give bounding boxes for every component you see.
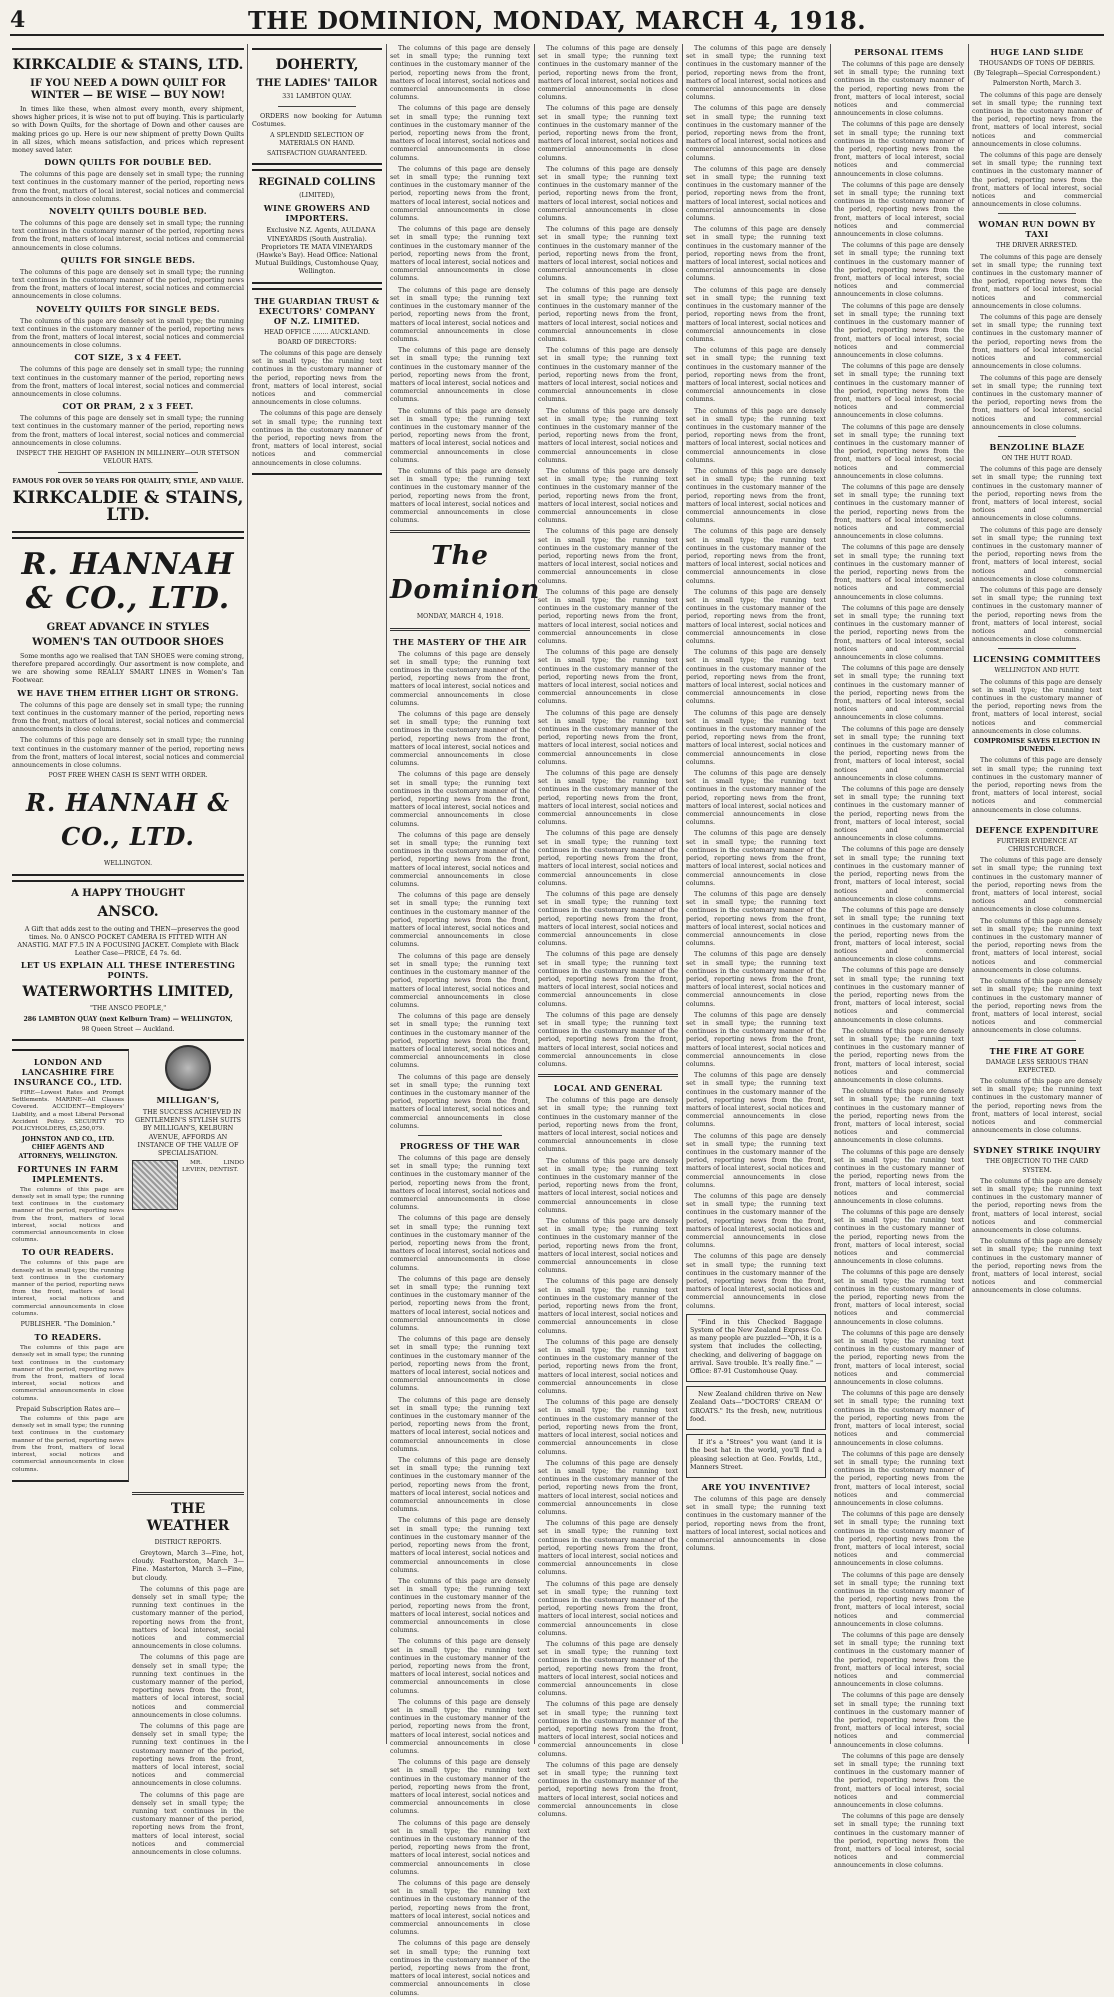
body-text: The columns of this page are densely set in small type; the running text continues in the customary manner of the period, reporting news from the front, matters of local interest, social notices and commercial announcements in close columns. — [12, 170, 244, 203]
headline: BENZOLINE BLAZE — [989, 441, 1085, 452]
body-text: The columns of this page are densely set in small type; the running text continues in the customary manner of the period, reporting news from the front, matters of local interest, social notices and commercial announcements in close columns. — [538, 1700, 678, 1758]
body-text: The columns of this page are densely set in small type; the running text continues in the customary manner of the period, reporting news from the front, matters of local interest, social notices and commercial announcements in close columns. — [538, 1096, 678, 1154]
section-heading: QUILTS FOR SINGLE BEDS. — [60, 254, 196, 265]
personal-items-column — [834, 44, 964, 1870]
body-text: The columns of this page are densely set in small type; the running text continues in the customary manner of the period, reporting news from the front, matters of local interest, social notices and commercial announcements in close columns. — [686, 104, 826, 162]
weather-subtitle: DISTRICT REPORTS. — [154, 1538, 222, 1546]
body-text: The columns of this page are densely set in small type; the running text continues in the customary manner of the period, reporting news from the front, matters of local interest, social notices and commercial announcements in close columns. — [834, 785, 964, 843]
reginald-title: REGINALD COLLINS — [258, 177, 376, 189]
body-text: The columns of this page are densely set in small type; the running text continues in the customary manner of the period, reporting news from the front, matters of local interest, social notices and commercial announcements in close columns. — [132, 1721, 244, 1788]
body-text: The columns of this page are densely set in small type; the running text continues in the customary manner of the period, reporting news from the front, matters of local interest, social notices and commercial announcements in close columns. — [132, 1790, 244, 1857]
body-text: The columns of this page are densely set in small type; the running text continues in the customary manner of the period, reporting news from the front, matters of local interest, social notices and commercial announcements in close columns. — [390, 770, 530, 828]
byline: (By Telegraph—Special Correspondent.) — [973, 70, 1101, 78]
doherty-line: A SPLENDID SELECTION OF MATERIALS ON HAND. — [270, 131, 364, 147]
dominion-date: MONDAY, MARCH 4, 1918. — [416, 613, 504, 621]
body-text: The columns of this page are densely set in small type; the running text continues in the customary manner of the period, reporting news from the front, matters of local interest, social notices and commercial announcements in close columns. — [972, 856, 1102, 914]
body-text: The columns of this page are densely set in small type; the running text continues in the customary manner of the period, reporting news from the front, matters of local interest, social notices and commercial announcements in close columns. — [538, 527, 678, 585]
guardian-board: BOARD OF DIRECTORS: — [277, 338, 357, 346]
ansco-body: A Gift that adds zest to the outing and THEN—preserves the good times. No. 0 ANSCO POCKET CAMERA IS FITTED WITH AN ANASTIG. MAT F7.5 IN A FOCUSING JACKET. Complete with Black Leather Case—PRICE, £4 7s. 6d. — [17, 924, 240, 958]
body-text: The columns of this page are densely set in small type; the running text continues in the customary manner of the period, reporting news from the front, matters of local interest, social notices and commercial announcements in close columns. — [390, 225, 530, 283]
doherty-address: 331 LAMBTON QUAY. — [282, 93, 352, 100]
body-text: The columns of this page are densely set in small type; the running text continues in the customary manner of the period, reporting news from the front, matters of local interest, social notices and commercial announcements in close columns. — [390, 1758, 530, 1816]
column-rule — [386, 44, 387, 1744]
body-text: The columns of this page are densely set in small type; the running text continues in the customary manner of the period, reporting news from the front, matters of local interest, social notices and commercial announcements in close columns. — [390, 649, 530, 707]
hannah-advert — [12, 537, 244, 876]
kirkcaldie-advert — [12, 48, 244, 533]
headline: LICENSING COMMITTEES — [973, 654, 1101, 665]
masthead — [10, 4, 1104, 36]
body-text: The columns of this page are densely set in small type; the running text continues in the customary manner of the period, reporting news from the front, matters of local interest, social notices and commercial announcements in close columns. — [834, 966, 964, 1024]
body-text: The columns of this page are densely set in small type; the running text continues in the customary manner of the period, reporting news from the front, matters of local interest, social notices and commercial announcements in close columns. — [12, 1186, 124, 1244]
body-text: The columns of this page are densely set in small type; the running text continues in the customary manner of the period, reporting news from the front, matters of local interest, social notices and commercial announcements in close columns. — [834, 1570, 964, 1628]
body-text: The columns of this page are densely set in small type; the running text continues in the customary manner of the period, reporting news from the front, matters of local interest, social notices and commercial announcements in close columns. — [538, 1579, 678, 1637]
body-text: The columns of this page are densely set in small type; the running text continues in the customary manner of the period, reporting news from the front, matters of local interest, social notices and commercial announcements in close columns. — [686, 769, 826, 827]
body-text: The columns of this page are densely set in small type; the running text continues in the customary manner of the period, reporting news from the front, matters of local interest, social notices and commercial announcements in close columns. — [538, 950, 678, 1008]
dentist-portrait-icon — [132, 1160, 178, 1210]
subheadline: DAMAGE LESS SERIOUS THAN EXPECTED. — [985, 1058, 1089, 1074]
milligan-advert — [132, 1045, 244, 1856]
section-heading: COT SIZE, 3 x 4 FEET. — [74, 352, 182, 363]
body-text: The columns of this page are densely set in small type; the running text continues in the customary manner of the period, reporting news from the front, matters of local interest, social notices and commercial announcements in close columns. — [132, 1653, 244, 1719]
body-text: The columns of this page are densely set in small type; the running text continues in the customary manner of the period, reporting news from the front, matters of local interest, social notices and commercial announcements in close columns. — [686, 406, 826, 464]
body-text: The columns of this page are densely set in small type; the running text continues in the customary manner of the period, reporting news from the front, matters of local interest, social notices and commercial announcements in close columns. — [390, 285, 530, 343]
body-text: The columns of this page are densely set in small type; the running text continues in the customary manner of the period, reporting news from the front, matters of local interest, social notices and commercial announcements in close columns. — [686, 1192, 826, 1250]
body-text: The columns of this page are densely set in small type; the running text continues in the customary manner of the period, reporting news from the front, matters of local interest, social notices and commercial announcements in close columns. — [390, 830, 530, 889]
body-text: The columns of this page are densely set in small type; the running text continues in the customary manner of the period, reporting news from the front, matters of local interest, social notices and commercial announcements in close columns. — [834, 543, 964, 601]
column-rule — [682, 44, 683, 1744]
body-text: The columns of this page are densely set in small type; the running text continues in the customary manner of the period, reporting news from the front, matters of local interest, social notices and commercial announcements in close columns. — [390, 1153, 530, 1212]
reginald-advert — [252, 169, 382, 283]
body-text: The columns of this page are densely set in small type; the running text continues in the customary manner of the period, reporting news from the front, matters of local interest, social notices and commercial announcements in close columns. — [390, 44, 530, 102]
body-text: The columns of this page are densely set in small type; the running text continues in the customary manner of the period, reporting news from the front, matters of local interest, social notices and commercial announcements in close columns. — [538, 1458, 678, 1516]
body-text: The columns of this page are densely set in small type; the running text continues in the customary manner of the period, reporting news from the front, matters of local interest, social notices and commercial announcements in close columns. — [390, 1274, 530, 1333]
fowlds-advert — [686, 1434, 826, 1478]
advert-column — [252, 44, 382, 1744]
body-text: The columns of this page are densely set in small type; the running text continues in the customary manner of the period, reporting news from the front, matters of local interest, social notices and commercial announcements in close columns. — [972, 90, 1102, 148]
body-text: The columns of this page are densely set in small type; the running text continues in the customary manner of the period, reporting news from the front, matters of local interest, social notices and commercial announcements in close columns. — [538, 829, 678, 887]
fortunes-title: FORTUNES IN FARM IMPLEMENTS. — [17, 1163, 119, 1184]
kirkcaldie-logo: KIRKCALDIE & STAINS, LTD. — [12, 487, 244, 525]
hannah-logo: R. HANNAH & CO., LTD. — [25, 788, 231, 852]
page-number: 4 — [10, 7, 26, 33]
body-text: The columns of this page are densely set in small type; the running text continues in the customary manner of the period, reporting news from the front, matters of local interest, social notices and commercial announcements in close columns. — [686, 587, 826, 646]
body-text: The columns of this page are densely set in small type; the running text continues in the customary manner of the period, reporting news from the front, matters of local interest, social notices and commercial announcements in close columns. — [390, 891, 530, 949]
body-text: The columns of this page are densely set in small type; the running text continues in the customary manner of the period, reporting news from the front, matters of local interest, social notices and commercial announcements in close columns. — [538, 1760, 678, 1819]
news-column — [686, 44, 826, 1744]
kirkcaldie-body: In times like these, when almost every month, every shipment, shows higher prices, it is wise not to put off buying. This is particularly so with Down Quilts, for the shortage of Down and other causes are making prices go up. Here is our new shipment of pretty Down Quilts in all sizes, which means satisfaction, and prices which represent money saved later. — [12, 105, 244, 155]
column-rule — [534, 44, 535, 1744]
body-text: The columns of this page are densely set in small type; the running text continues in the customary manner of the period, reporting news from the front, matters of local interest, social notices and commercial announcements in close columns. — [132, 1584, 244, 1651]
body-text: The columns of this page are densely set in small type; the running text continues in the customary manner of the period, reporting news from the front, matters of local interest, social notices and commercial announcements in close columns. — [834, 301, 964, 359]
section-heading: NOVELTY QUILTS FOR SINGLE BEDS. — [36, 303, 220, 314]
body-text: The columns of this page are densely set in small type; the running text continues in the customary manner of the period, reporting news from the front, matters of local interest, social notices and commercial announcements in close columns. — [834, 1328, 964, 1387]
rates-title: Prepaid Subscription Rates are— — [15, 1405, 121, 1413]
section-heading: DOWN QUILTS FOR DOUBLE BED. — [44, 157, 212, 168]
body-text: The columns of this page are densely set in small type; the running text continues in the customary manner of the period, reporting news from the front, matters of local interest, social notices and commercial announcements in close columns. — [538, 466, 678, 525]
guardian-advert — [252, 288, 382, 475]
body-text: The columns of this page are densely set in small type; the running text continues in the customary manner of the period, reporting news from the front, matters of local interest, social notices and commercial announcements in close columns. — [834, 905, 964, 964]
weather-title: THE WEATHER — [146, 1500, 230, 1534]
body-text: The columns of this page are densely set in small type; the running text continues in the customary manner of the period, reporting news from the front, matters of local interest, social notices and commercial announcements in close columns. — [834, 603, 964, 662]
milligan-footer: MR. LINDO LEVIEN, DENTIST. — [182, 1160, 244, 1174]
doherty-body: ORDERS now booking for Autumn Costumes. — [252, 112, 382, 129]
body-text: The columns of this page are densely set in small type; the running text continues in the customary manner of the period, reporting news from the front, matters of local interest, social notices and commercial announcements in close columns. — [834, 664, 964, 722]
body-text: The columns of this page are densely set in small type; the running text continues in the customary manner of the period, reporting news from the front, matters of local interest, social notices and commercial announcements in close columns. — [390, 164, 530, 223]
body-text: The columns of this page are densely set in small type; the running text continues in the customary manner of the period, reporting news from the front, matters of local interest, social notices and commercial announcements in close columns. — [538, 225, 678, 283]
section-title: PERSONAL ITEMS — [854, 47, 944, 57]
body-text: The columns of this page are densely set in small type; the running text continues in the customary manner of the period, reporting news from the front, matters of local interest, social notices and commercial announcements in close columns. — [834, 482, 964, 541]
body-text: The columns of this page are densely set in small type; the running text continues in the customary manner of the period, reporting news from the front, matters of local interest, social notices and commercial announcements in close columns. — [972, 677, 1102, 735]
body-text: The columns of this page are densely set in small type; the running text continues in the customary manner of the period, reporting news from the front, matters of local interest, social notices and commercial announcements in close columns. — [834, 1691, 964, 1749]
body-text: The columns of this page are densely set in small type; the running text continues in the customary manner of the period, reporting news from the front, matters of local interest, social notices and commercial announcements in close columns. — [834, 1147, 964, 1205]
body-text: The columns of this page are densely set in small type; the running text continues in the customary manner of the period, reporting news from the front, matters of local interest, social notices and commercial announcements in close columns. — [686, 1071, 826, 1129]
readers-signature: PUBLISHER. "The Dominion." — [20, 1321, 116, 1329]
hannah-subtitle: WOMEN'S TAN OUTDOOR SHOES — [32, 636, 224, 648]
body-text: The columns of this page are densely set in small type; the running text continues in the customary manner of the period, reporting news from the front, matters of local interest, social notices and commercial announcements in close columns. — [390, 1072, 530, 1130]
body-text: The columns of this page are densely set in small type; the running text continues in the customary manner of the period, reporting news from the front, matters of local interest, social notices and commercial announcements in close columns. — [12, 267, 244, 301]
doherty-subtitle: THE LADIES' TAILOR — [256, 78, 378, 89]
kirkcaldie-subtitle: IF YOU NEED A DOWN QUILT FOR WINTER — BE WISE — BUY NOW! — [30, 78, 226, 101]
hannah-logo: R. HANNAH & CO., LTD. — [21, 546, 235, 616]
express-co-advert — [686, 1314, 826, 1382]
london-title: LONDON AND LANCASHIRE FIRE INSURANCE CO., LTD. — [13, 1056, 123, 1087]
body-text: The columns of this page are densely set in small type; the running text continues in the customary manner of the period, reporting news from the front, matters of local interest, social notices and commercial announcements in close columns. — [686, 44, 826, 102]
body-text: The columns of this page are densely set in small type; the running text continues in the customary manner of the period, reporting news from the front, matters of local interest, social notices and commercial announcements in close columns. — [538, 1639, 678, 1698]
body-text: The columns of this page are densely set in small type; the running text continues in the customary manner of the period, reporting news from the front, matters of local interest, social notices and commercial announcements in close columns. — [686, 1131, 826, 1189]
body-text: The columns of this page are densely set in small type; the running text continues in the customary manner of the period, reporting news from the front, matters of local interest, social notices and commercial announcements in close columns. — [834, 180, 964, 239]
readers2-title: TO READERS. — [34, 1332, 102, 1343]
column-rule — [968, 44, 969, 1744]
body-text: The columns of this page are densely set in small type; the running text continues in the customary manner of the period, reporting news from the front, matters of local interest, social notices and commercial announcements in close columns. — [834, 422, 964, 480]
body-text: The columns of this page are densely set in small type; the running text continues in the customary manner of the period, reporting news from the front, matters of local interest, social notices and commercial announcements in close columns. — [538, 1398, 678, 1456]
body-text: The columns of this page are densely set in small type; the running text continues in the customary manner of the period, reporting news from the front, matters of local interest, social notices and commercial announcements in close columns. — [972, 525, 1102, 583]
headline: SYDNEY STRIKE INQUIRY — [973, 1145, 1101, 1156]
oats-advert — [686, 1386, 826, 1430]
body-text: The columns of this page are densely set in small type; the running text continues in the customary manner of the period, reporting news from the front, matters of local interest, social notices and commercial announcements in close columns. — [686, 1494, 826, 1553]
readers-title: TO OUR READERS. — [22, 1247, 114, 1258]
ansco-name: ANSCO. — [97, 903, 159, 920]
body-text: The columns of this page are densely set in small type; the running text continues in the customary manner of the period, reporting news from the front, matters of local interest, social notices and commercial announcements in close columns. — [972, 916, 1102, 974]
london-agent: JOHNSTON AND CO., LTD. CHIEF AGENTS AND ATTORNEYS, WELLINGTON. — [18, 1136, 118, 1160]
body-text: The columns of this page are densely set in small type; the running text continues in the customary manner of the period, reporting news from the front, matters of local interest, social notices and commercial announcements in close columns. — [390, 1516, 530, 1574]
body-text: The columns of this page are densely set in small type; the running text continues in the customary manner of the period, reporting news from the front, matters of local interest, social notices and commercial announcements in close columns. — [12, 365, 244, 399]
body-text: The columns of this page are densely set in small type; the running text continues in the customary manner of the period, reporting news from the front, matters of local interest, social notices and commercial announcements in close columns. — [390, 710, 530, 768]
body-text: The columns of this page are densely set in small type; the running text continues in the customary manner of the period, reporting news from the front, matters of local interest, social notices and commercial announcements in close columns. — [12, 736, 244, 769]
body-text: The columns of this page are densely set in small type; the running text continues in the customary manner of the period, reporting news from the front, matters of local interest, social notices and commercial announcements in close columns. — [834, 1026, 964, 1084]
body-text: The columns of this page are densely set in small type; the running text continues in the customary manner of the period, reporting news from the front, matters of local interest, social notices and commercial announcements in close columns. — [972, 1076, 1102, 1135]
body-text: The columns of this page are densely set in small type; the running text continues in the customary manner of the period, reporting news from the front, matters of local interest, social notices and commercial announcements in close columns. — [538, 44, 678, 102]
waterworths-address: 286 LAMBTON QUAY (next Kelburn Tram) — WELLINGTON, — [23, 1015, 233, 1023]
body-text: The columns of this page are densely set in small type; the running text continues in the customary manner of the period, reporting news from the front, matters of local interest, social notices and commercial announcements in close columns. — [686, 829, 826, 887]
body-text: The columns of this page are densely set in small type; the running text continues in the customary manner of the period, reporting news from the front, matters of local interest, social notices and commercial announcements in close columns. — [390, 1818, 530, 1876]
guardian-title: THE GUARDIAN TRUST & EXECUTORS' COMPANY OF N.Z. LIMITED. — [254, 295, 380, 326]
doherty-title: DOHERTY, — [275, 57, 359, 73]
london-insurance-advert — [12, 1049, 129, 1482]
body-text: The columns of this page are densely set in small type; the running text continues in the customary manner of the period, reporting news from the front, matters of local interest, social notices and commercial announcements in close columns. — [686, 1252, 826, 1310]
body-text: The columns of this page are densely set in small type; the running text continues in the customary manner of the period, reporting news from the front, matters of local interest, social notices and commercial announcements in close columns. — [686, 1010, 826, 1068]
body-text: The columns of this page are densely set in small type; the running text continues in the customary manner of the period, reporting news from the front, matters of local interest, social notices and commercial announcements in close columns. — [834, 1630, 964, 1689]
body-text: The columns of this page are densely set in small type; the running text continues in the customary manner of the period, reporting news from the front, matters of local interest, social notices and commercial announcements in close columns. — [538, 1156, 678, 1214]
body-text: The columns of this page are densely set in small type; the running text continues in the customary manner of the period, reporting news from the front, matters of local interest, social notices and commercial announcements in close columns. — [538, 1217, 678, 1275]
column-rule — [247, 44, 248, 1744]
body-text: The columns of this page are densely set in small type; the running text continues in the customary manner of the period, reporting news from the front, matters of local interest, social notices and commercial announcements in close columns. — [972, 977, 1102, 1035]
milligan-body: THE SUCCESS ACHIEVED IN GENTLEMEN'S STYLISH SUITS BY MILLIGAN'S, KELBURN AVENUE, AFFORDS AN INSTANCE OF THE VALUE OF SPECIALISATION. — [134, 1107, 242, 1157]
hannah-subtitle: GREAT ADVANCE IN STYLES — [46, 621, 210, 633]
body-text: The columns of this page are densely set in small type; the running text continues in the customary manner of the period, reporting news from the front, matters of local interest, social notices and commercial announcements in close columns. — [686, 466, 826, 525]
body-text: The columns of this page are densely set in small type; the running text continues in the customary manner of the period, reporting news from the front, matters of local interest, social notices and commercial announcements in close columns. — [834, 1208, 964, 1266]
kirkcaldie-title: KIRKCALDIE & STAINS, LTD. — [12, 57, 244, 73]
reginald-sub: (LIMITED), — [299, 192, 335, 200]
body-text: The columns of this page are densely set in small type; the running text continues in the customary manner of the period, reporting news from the front, matters of local interest, social notices and commercial announcements in close columns. — [538, 648, 678, 706]
news-column — [972, 44, 1102, 1744]
subheadline: THE OBJECTION TO THE CARD SYSTEM. — [985, 1158, 1089, 1174]
body-text: The columns of this page are densely set in small type; the running text continues in the customary manner of the period, reporting news from the front, matters of local interest, social notices and commercial announcements in close columns. — [390, 1879, 530, 1937]
body-text: The columns of this page are densely set in small type; the running text continues in the customary manner of the period, reporting news from the front, matters of local interest, social notices and commercial announcements in close columns. — [972, 465, 1102, 523]
advert-text: If it's a "Strees" you want (and it is the best hat in the world, you'll find a pleasing selection at Geo. Fowlds, Ltd., Manners Street. — [690, 1438, 822, 1471]
body-text: The columns of this page are densely set in small type; the running text continues in the customary manner of the period, reporting news from the front, matters of local interest, social notices and commercial announcements in close columns. — [538, 1337, 678, 1396]
body-text: The columns of this page are densely set in small type; the running text continues in the customary manner of the period, reporting news from the front, matters of local interest, social notices and commercial announcements in close columns. — [390, 1012, 530, 1070]
dominion-masthead: The Dominion — [390, 541, 541, 606]
body-text: The columns of this page are densely set in small type; the running text continues in the customary manner of the period, reporting news from the front, matters of local interest, social notices and commercial announcements in close columns. — [538, 1010, 678, 1068]
guardian-head: HEAD OFFICE ........ AUCKLAND. — [263, 328, 371, 336]
body-text: The columns of this page are densely set in small type; the running text continues in the customary manner of the period, reporting news from the front, matters of local interest, social notices and commercial announcements in close columns. — [390, 1939, 530, 1997]
editorial-title: PROGRESS OF THE WAR — [399, 1140, 521, 1151]
body-text: The columns of this page are densely set in small type; the running text continues in the customary manner of the period, reporting news from the front, matters of local interest, social notices and commercial announcements in close columns. — [12, 219, 244, 252]
waterworths-title: WATERWORTHS LIMITED, — [22, 984, 234, 1001]
hannah-post: POST FREE WHEN CASH IS SENT WITH ORDER. — [48, 772, 208, 780]
inventive-title: ARE YOU INVENTIVE? — [701, 1481, 811, 1492]
body-text: The columns of this page are densely set in small type; the running text continues in the customary manner of the period, reporting news from the front, matters of local interest, social notices and commercial announcements in close columns. — [686, 527, 826, 585]
body-text: The columns of this page are densely set in small type; the running text continues in the customary manner of the period, reporting news from the front, matters of local interest, social notices and commercial announcements in close columns. — [834, 241, 964, 299]
body-text: The columns of this page are densely set in small type; the running text continues in the customary manner of the period, reporting news from the front, matters of local interest, social notices and commercial announcements in close columns. — [538, 889, 678, 948]
kirkcaldie-tagline: FAMOUS FOR OVER 50 YEARS FOR QUALITY, STYLE, AND VALUE. — [12, 477, 244, 485]
body-text: The columns of this page are densely set in small type; the running text continues in the customary manner of the period, reporting news from the front, matters of local interest, social notices and commercial announcements in close columns. — [972, 1237, 1102, 1295]
body-text: The columns of this page are densely set in small type; the running text continues in the customary manner of the period, reporting news from the front, matters of local interest, social notices and commercial announcements in close columns. — [390, 1456, 530, 1514]
advert-text: New Zealand children thrive on New Zealand Oats—"DOCTORS' CREAM O' GROATS." Its the fresh, new, nutritious food. — [690, 1390, 822, 1423]
hannah-line: WE HAVE THEM EITHER LIGHT OR STRONG. — [17, 687, 239, 698]
headline: WOMAN RUN DOWN BY TAXI — [978, 219, 1096, 240]
body-text: The columns of this page are densely set in small type; the running text continues in the customary manner of the period, reporting news from the front, matters of local interest, social notices and commercial announcements in close columns. — [12, 1260, 124, 1317]
body-text: The columns of this page are densely set in small type; the running text continues in the customary manner of the period, reporting news from the front, matters of local interest, social notices and commercial announcements in close columns. — [390, 104, 530, 162]
subheadline: FURTHER EVIDENCE AT CHRISTCHURCH. — [996, 837, 1078, 854]
body-text: The columns of this page are densely set in small type; the running text continues in the customary manner of the period, reporting news from the front, matters of local interest, social notices and commercial announcements in close columns. — [686, 950, 826, 1008]
body-text: The columns of this page are densely set in small type; the running text continues in the customary manner of the period, reporting news from the front, matters of local interest, social notices and commercial announcements in close columns. — [390, 1576, 530, 1635]
body-text: The columns of this page are densely set in small type; the running text continues in the customary manner of the period, reporting news from the front, matters of local interest, social notices and commercial announcements in close columns. — [972, 1176, 1102, 1234]
body-text: The columns of this page are densely set in small type; the running text continues in the customary manner of the period, reporting news from the front, matters of local interest, social notices and commercial announcements in close columns. — [834, 1510, 964, 1568]
news-column — [538, 44, 678, 1819]
body-text: The columns of this page are densely set in small type; the running text continues in the customary manner of the period, reporting news from the front, matters of local interest, social notices and commercial announcements in close columns. — [390, 1395, 530, 1453]
section-heading: COT OR PRAM, 2 x 3 FEET. — [62, 401, 194, 412]
headline: HUGE LAND SLIDE — [990, 47, 1084, 57]
hannah-body: Some months ago we realised that TAN SHOES were coming strong, therefore prepared accordingly. Our assortment is now complete, and we are showing some REALLY SMART LINES in Women's Tan Footwear. — [12, 651, 244, 685]
body-text: The columns of this page are densely set in small type; the running text continues in the customary manner of the period, reporting news from the front, matters of local interest, social notices and commercial announcements in close columns. — [538, 1519, 678, 1577]
body-text: The columns of this page are densely set in small type; the running text continues in the customary manner of the period, reporting news from the front, matters of local interest, social notices and commercial announcements in close columns. — [538, 406, 678, 464]
body-text: The columns of this page are densely set in small type; the running text continues in the customary manner of the period, reporting news from the front, matters of local interest, social notices and commercial announcements in close columns. — [972, 313, 1102, 371]
body-text: The columns of this page are densely set in small type; the running text continues in the customary manner of the period, reporting news from the front, matters of local interest, social notices and commercial announcements in close columns. — [538, 104, 678, 162]
body-text: The columns of this page are densely set in small type; the running text continues in the customary manner of the period, reporting news from the front, matters of local interest, social notices and commercial announcements in close columns. — [390, 346, 530, 404]
doherty-line: SATISFACTION GUARANTEED. — [266, 150, 367, 158]
body-text: The columns of this page are densely set in small type; the running text continues in the customary manner of the period, reporting news from the front, matters of local interest, social notices and commercial announcements in close columns. — [686, 225, 826, 283]
subheadline: WELLINGTON AND HUTT. — [994, 667, 1080, 675]
body-text: The columns of this page are densely set in small type; the running text continues in the customary manner of the period, reporting news from the front, matters of local interest, social notices and commercial announcements in close columns. — [538, 708, 678, 766]
body-text: The columns of this page are densely set in small type; the running text continues in the customary manner of the period, reporting news from the front, matters of local interest, social notices and commercial announcements in close columns. — [538, 769, 678, 827]
ansco-advert — [12, 880, 244, 1041]
body-text: The columns of this page are densely set in small type; the running text continues in the customary manner of the period, reporting news from the front, matters of local interest, social notices and commercial announcements in close columns. — [834, 1751, 964, 1810]
editorial-column — [390, 44, 541, 1997]
body-text: The columns of this page are densely set in small type; the running text continues in the customary manner of the period, reporting news from the front, matters of local interest, social notices and commercial announcements in close columns. — [538, 164, 678, 223]
body-text: The columns of this page are densely set in small type; the running text continues in the customary manner of the period, reporting news from the front, matters of local interest, social notices and commercial announcements in close columns. — [686, 889, 826, 948]
body-text: The columns of this page are densely set in small type; the running text continues in the customary manner of the period, reporting news from the front, matters of local interest, social notices and commercial announcements in close columns. — [686, 164, 826, 223]
london-body: FIRE—Lowest Rates and Prompt Settlements. MARINE—All Classes Covered. ACCIDENT—Employers' Liability, and a most Liberal Personal Accident Policy. SECURITY TO POLICYHOLDERS, £5,250,079. — [12, 1089, 124, 1132]
body-text: The columns of this page are densely set in small type; the running text continues in the customary manner of the period, reporting news from the front, matters of local interest, social notices and commercial announcements in close columns. — [12, 414, 244, 447]
body-text: The columns of this page are densely set in small type; the running text continues in the customary manner of the period, reporting news from the front, matters of local interest, social notices and commercial announcements in close columns. — [390, 466, 530, 525]
body-text: The columns of this page are densely set in small type; the running text continues in the customary manner of the period, reporting news from the front, matters of local interest, social notices and commercial announcements in close columns. — [252, 409, 382, 467]
kirkcaldie-footer: INSPECT THE HEIGHT OF FASHION IN MILLINERY—OUR STETSON VELOUR HATS. — [16, 450, 240, 466]
reginald-line: WINE GROWERS AND IMPORTERS. — [263, 203, 371, 224]
advert-text: "Find in this Checked Baggage System of the New Zealand Express Co. as many people are puzzled—"Oh, it is a system that includes the collecting, checking, and delivering of baggage on arrival. Save trouble. It's really fine." — Office: 87-91 Customhouse Quay. — [690, 1317, 822, 1376]
body-text: The columns of this page are densely set in small type; the running text continues in the customary manner of the period, reporting news from the front, matters of local interest, social notices and commercial announcements in close columns. — [834, 120, 964, 178]
body-text: The columns of this page are densely set in small type; the running text continues in the customary manner of the period, reporting news from the front, matters of local interest, social notices and commercial announcements in close columns. — [834, 60, 964, 118]
body-text: The columns of this page are densely set in small type; the running text continues in the customary manner of the period, reporting news from the front, matters of local interest, social notices and commercial announcements in close columns. — [834, 845, 964, 903]
body-text: The columns of this page are densely set in small type; the running text continues in the customary manner of the period, reporting news from the front, matters of local interest, social notices and commercial announcements in close columns. — [686, 648, 826, 706]
body-text: The columns of this page are densely set in small type; the running text continues in the customary manner of the period, reporting news from the front, matters of local interest, social notices and commercial announcements in close columns. — [834, 1812, 964, 1870]
body-text: The columns of this page are densely set in small type; the running text continues in the customary manner of the period, reporting news from the front, matters of local interest, social notices and commercial announcements in close columns. — [390, 951, 530, 1009]
milligan-title: MILLIGAN'S, — [156, 1094, 220, 1105]
body-text: The columns of this page are densely set in small type; the running text continues in the customary manner of the period, reporting news from the front, matters of local interest, social notices and commercial announcements in close columns. — [538, 1277, 678, 1335]
reginald-body: Exclusive N.Z. Agents, AULDANA VINEYARDS (South Australia). Proprietors TE MATA VINEYARDS (Hawke's Bay). Head Office: National Mutual Buildings, Customhouse Quay, Wellington. — [255, 226, 379, 276]
ansco-line: LET US EXPLAIN ALL THESE INTERESTING POINTS. — [20, 960, 236, 981]
milligan-crest-icon — [165, 1045, 211, 1091]
advert-column — [12, 44, 244, 1857]
ansco-title: A HAPPY THOUGHT — [71, 887, 185, 899]
body-text: The columns of this page are densely set in small type; the running text continues in the customary manner of the period, reporting news from the front, matters of local interest, social notices and commercial announcements in close columns. — [538, 346, 678, 404]
body-text: The columns of this page are densely set in small type; the running text continues in the customary manner of the period, reporting news from the front, matters of local interest, social notices and commercial announcements in close columns. — [834, 1389, 964, 1447]
body-text: The columns of this page are densely set in small type; the running text continues in the customary manner of the period, reporting news from the front, matters of local interest, social notices and commercial announcements in close columns. — [12, 700, 244, 734]
page-title: THE DOMINION, MONDAY, MARCH 4, 1918. — [247, 6, 867, 35]
body-text: The columns of this page are densely set in small type; the running text continues in the customary manner of the period, reporting news from the front, matters of local interest, social notices and commercial announcements in close columns. — [686, 285, 826, 343]
body-text: The columns of this page are densely set in small type; the running text continues in the customary manner of the period, reporting news from the front, matters of local interest, social notices and commercial announcements in close columns. — [12, 1345, 124, 1402]
body-text: The columns of this page are densely set in small type; the running text continues in the customary manner of the period, reporting news from the front, matters of local interest, social notices and commercial announcements in close columns. — [390, 1697, 530, 1755]
headline: THE FIRE AT GORE — [989, 1045, 1085, 1056]
body-text: The columns of this page are densely set in small type; the running text continues in the customary manner of the period, reporting news from the front, matters of local interest, social notices and commercial announcements in close columns. — [972, 151, 1102, 209]
body-text: The columns of this page are densely set in small type; the running text continues in the customary manner of the period, reporting news from the front, matters of local interest, social notices and commercial announcements in close columns. — [390, 1335, 530, 1393]
body-text: The columns of this page are densely set in small type; the running text continues in the customary manner of the period, reporting news from the front, matters of local interest, social notices and commercial announcements in close columns. — [834, 1449, 964, 1507]
weather-body: Greytown, March 3—Fine, hot, cloudy. Featherston, March 3—Fine. Masterton, March 3—Fine, but cloudy. — [132, 1548, 244, 1582]
waterworths-address: 98 Queen Street — Auckland. — [81, 1025, 175, 1033]
body-text: The columns of this page are densely set in small type; the running text continues in the customary manner of the period, reporting news from the front, matters of local interest, social notices and commercial announcements in close columns. — [252, 349, 382, 407]
waterworths-sub: "THE ANSCO PEOPLE," — [89, 1005, 167, 1013]
body-text: The columns of this page are densely set in small type; the running text continues in the customary manner of the period, reporting news from the front, matters of local interest, social notices and commercial announcements in close columns. — [972, 373, 1102, 431]
section-heading: NOVELTY QUILTS DOUBLE BED. — [49, 206, 207, 217]
body-text: The columns of this page are densely set in small type; the running text continues in the customary manner of the period, reporting news from the front, matters of local interest, social notices and commercial announcements in close columns. — [538, 285, 678, 343]
body-text: The columns of this page are densely set in small type; the running text continues in the customary manner of the period, reporting news from the front, matters of local interest, social notices and commercial announcements in close columns. — [834, 724, 964, 782]
subheadline: COMPROMISE SAVES ELECTION IN DUNEDIN. — [973, 738, 1101, 754]
editorial-title: THE MASTERY OF THE AIR — [393, 636, 527, 647]
subheadline: THE DRIVER ARRESTED. — [996, 242, 1078, 250]
body-text: The columns of this page are densely set in small type; the running text continues in the customary manner of the period, reporting news from the front, matters of local interest, social notices and commercial announcements in close columns. — [538, 587, 678, 646]
body-text: The columns of this page are densely set in small type; the running text continues in the customary manner of the period, reporting news from the front, matters of local interest, social notices and commercial announcements in close columns. — [972, 585, 1102, 644]
body-text: The columns of this page are densely set in small type; the running text continues in the customary manner of the period, reporting news from the front, matters of local interest, social notices and commercial announcements in close columns. — [686, 346, 826, 404]
body-text: The columns of this page are densely set in small type; the running text continues in the customary manner of the period, reporting news from the front, matters of local interest, social notices and commercial announcements in close columns. — [834, 1268, 964, 1326]
doherty-advert — [252, 48, 382, 165]
headline: DEFENCE EXPENDITURE — [975, 824, 1099, 835]
section-title: LOCAL AND GENERAL — [553, 1083, 663, 1094]
body-text: The columns of this page are densely set in small type; the running text continues in the customary manner of the period, reporting news from the front, matters of local interest, social notices and commercial announcements in close columns. — [972, 252, 1102, 310]
body-text: The columns of this page are densely set in small type; the running text continues in the customary manner of the period, reporting news from the front, matters of local interest, social notices and commercial announcements in close columns. — [834, 1087, 964, 1145]
body-text: The columns of this page are densely set in small type; the running text continues in the customary manner of the period, reporting news from the front, matters of local interest, social notices and commercial announcements in close columns. — [390, 1214, 530, 1272]
body-text: The columns of this page are densely set in small type; the running text continues in the customary manner of the period, reporting news from the front, matters of local interest, social notices and commercial announcements in close columns. — [972, 756, 1102, 814]
body-text: The columns of this page are densely set in small type; the running text continues in the customary manner of the period, reporting news from the front, matters of local interest, social notices and commercial announcements in close columns. — [390, 1637, 530, 1695]
body-text: The columns of this page are densely set in small type; the running text continues in the customary manner of the period, reporting news from the front, matters of local interest, social notices and commercial announcements in close columns. — [834, 362, 964, 420]
column-rule — [830, 44, 831, 1744]
body-text: The columns of this page are densely set in small type; the running text continues in the customary manner of the period, reporting news from the front, matters of local interest, social notices and commercial announcements in close columns. — [390, 406, 530, 464]
dateline: Palmerston North, March 3. — [992, 80, 1082, 88]
body-text: The columns of this page are densely set in small type; the running text continues in the customary manner of the period, reporting news from the front, matters of local interest, social notices and commercial announcements in close columns. — [12, 1416, 124, 1473]
body-text: The columns of this page are densely set in small type; the running text continues in the customary manner of the period, reporting news from the front, matters of local interest, social notices and commercial announcements in close columns. — [686, 708, 826, 766]
subheadline: ON THE HUTT ROAD. — [1001, 454, 1073, 462]
body-text: The columns of this page are densely set in small type; the running text continues in the customary manner of the period, reporting news from the front, matters of local interest, social notices and commercial announcements in close columns. — [12, 316, 244, 350]
hannah-place: WELLINGTON. — [103, 860, 153, 868]
subheadline: THOUSANDS OF TONS OF DEBRIS. — [979, 60, 1095, 67]
